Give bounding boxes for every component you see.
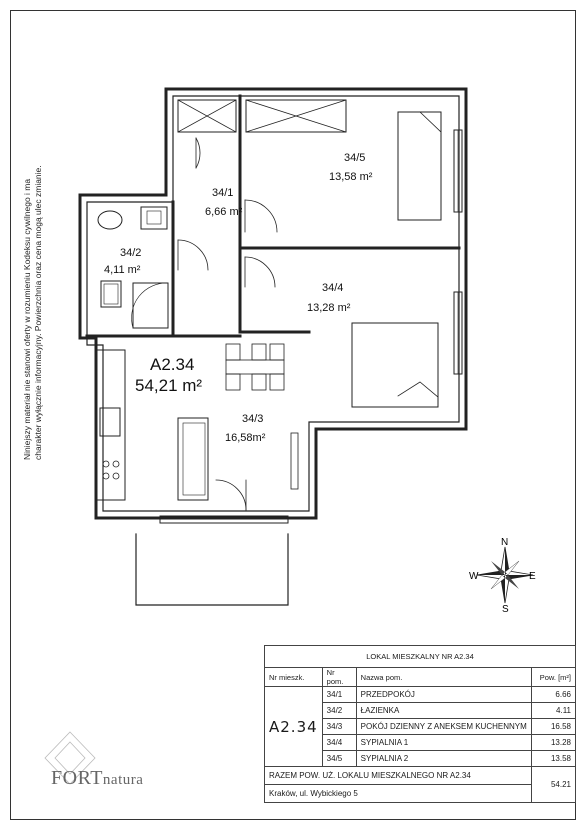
room-34-4-area: 13,28 m² xyxy=(307,302,351,314)
total-value: 54.21 xyxy=(532,767,576,803)
compass-rose-icon xyxy=(477,547,533,603)
address: Kraków, ul. Wybickiego 5 xyxy=(265,785,532,803)
row-room: 34/3 xyxy=(322,719,356,735)
room-34-3-area: 16,58m² xyxy=(225,432,266,444)
row-area: 4.11 xyxy=(532,703,576,719)
row-room: 34/2 xyxy=(322,703,356,719)
header-flat: Nr mieszk. xyxy=(265,668,323,687)
row-name: POKÓJ DZIENNY Z ANEKSEM KUCHENNYM xyxy=(356,719,531,735)
row-room: 34/4 xyxy=(322,735,356,751)
row-area: 6.66 xyxy=(532,687,576,703)
apartment-code: A2.34 xyxy=(150,355,195,374)
room-34-5-id: 34/5 xyxy=(344,152,366,164)
row-area: 16.58 xyxy=(532,719,576,735)
room-table xyxy=(264,645,576,803)
row-name: PRZEDPOKÓJ xyxy=(356,687,531,703)
room-34-5-area: 13,58 m² xyxy=(329,171,373,183)
header-name: Nazwa pom. xyxy=(356,668,531,687)
table-title: LOKAL MIESZKALNY NR A2.34 xyxy=(265,646,576,668)
apartment-area: 54,21 m² xyxy=(135,376,203,395)
header-room: Nr pom. xyxy=(322,668,356,687)
row-room: 34/1 xyxy=(322,687,356,703)
row-area: 13.58 xyxy=(532,751,576,767)
row-area: 13.28 xyxy=(532,735,576,751)
table-row xyxy=(265,687,576,703)
room-34-3-id: 34/3 xyxy=(242,413,264,425)
room-34-1-id: 34/1 xyxy=(212,187,234,199)
header-area: Pow. [m²] xyxy=(532,668,576,687)
row-name: SYPIALNIA 1 xyxy=(356,735,531,751)
room-34-2-area: 4,11 m² xyxy=(104,264,141,276)
logo-sub: natura xyxy=(102,772,144,788)
logo xyxy=(51,767,143,790)
compass-e: E xyxy=(529,571,536,582)
row-name: ŁAZIENKA xyxy=(356,703,531,719)
room-34-1-area: 6,66 m² xyxy=(205,206,243,218)
disclaimer-text: Niniejszy materiał nie stanowi oferty w rozumieniu Kodeksu cywilnego i ma charakter wyłącznie informacyjny. Powierzchnia oraz cena mogą ulec zmianie. xyxy=(22,165,43,460)
flat-number: A2.34 xyxy=(265,687,323,767)
outer-wall xyxy=(80,89,466,518)
room-34-4-id: 34/4 xyxy=(322,282,344,294)
compass-w: W xyxy=(469,571,479,582)
compass-s: S xyxy=(502,604,509,615)
logo-main: FORT xyxy=(51,767,103,789)
row-name: SYPIALNIA 2 xyxy=(356,751,531,767)
inner-wall-outline xyxy=(87,96,459,511)
compass-n: N xyxy=(501,537,509,548)
total-label: RAZEM POW. UŻ. LOKALU MIESZKALNEGO NR A2.34 xyxy=(265,767,532,785)
row-room: 34/5 xyxy=(322,751,356,767)
room-34-2-id: 34/2 xyxy=(120,247,142,259)
